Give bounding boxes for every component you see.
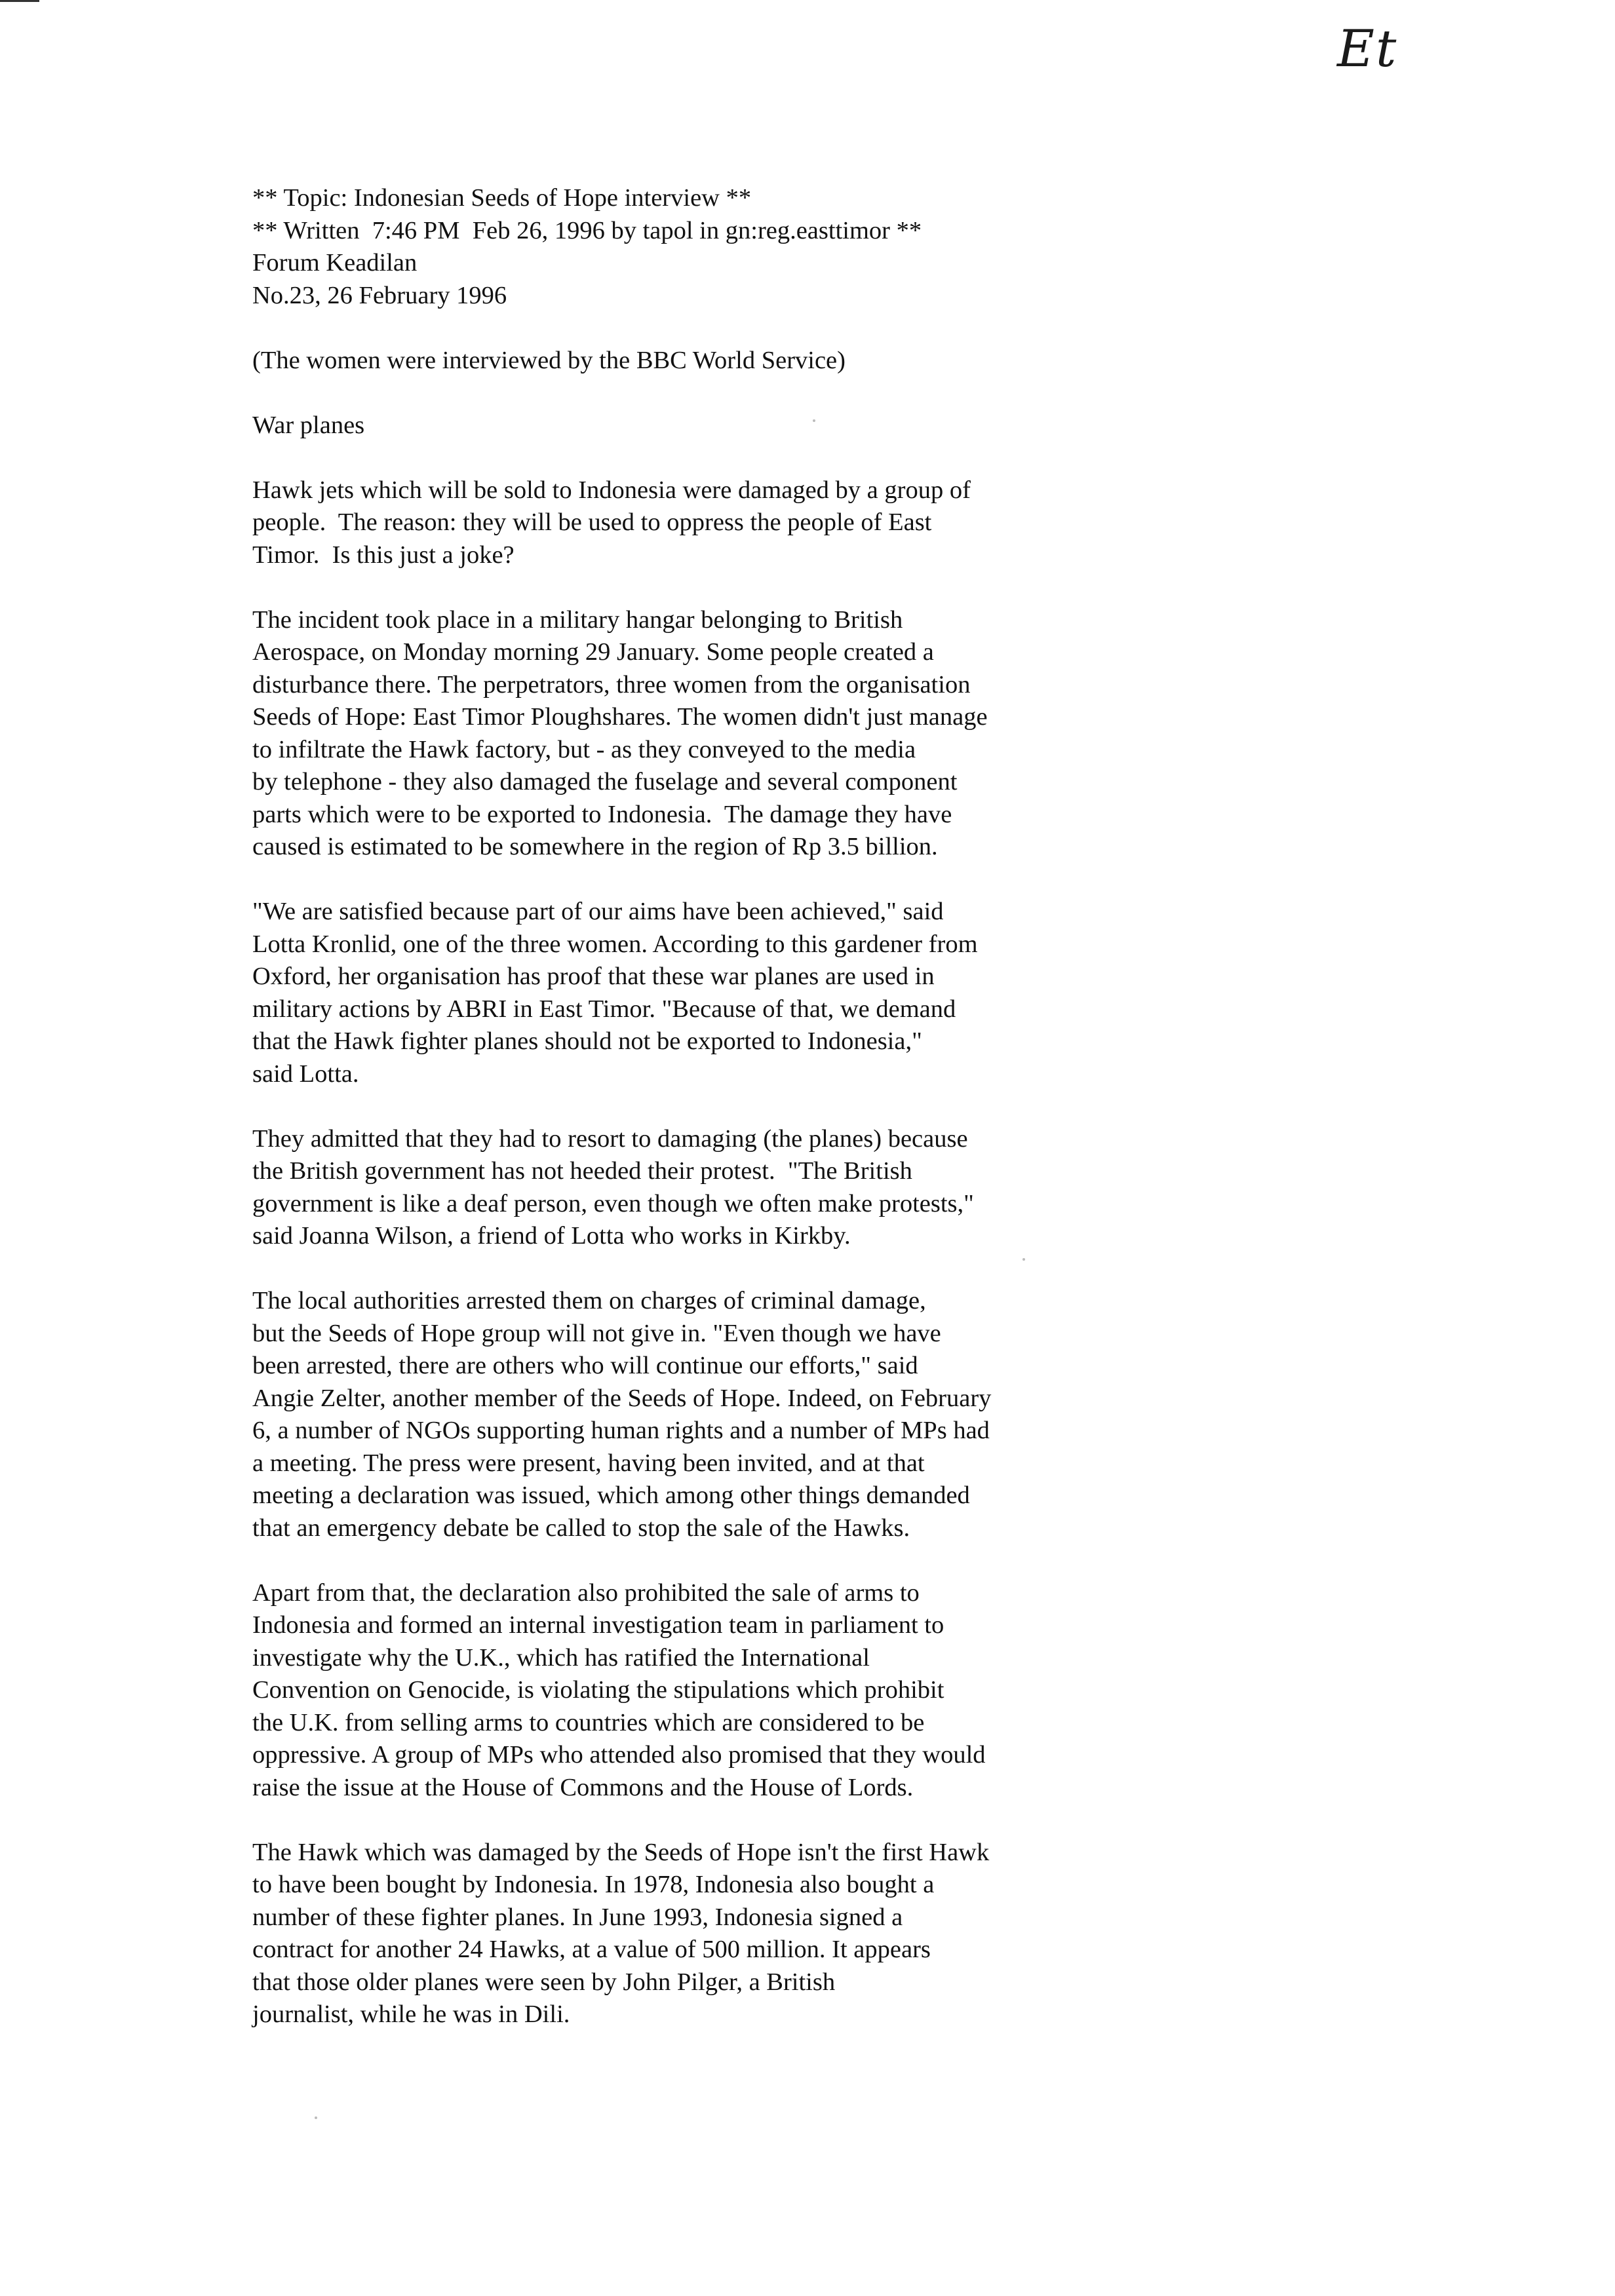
paragraph-line: Lotta Kronlid, one of the three women. According to this gardener from [252, 930, 978, 958]
paragraph-line: The local authorities arrested them on charges of criminal damage, [252, 1287, 926, 1314]
paragraph-line: Oxford, her organisation has proof that these war planes are used in [252, 963, 935, 990]
paragraph-line: the British government has not heeded their protest. "The British [252, 1157, 912, 1185]
message-header [252, 182, 1367, 312]
paragraph-incident [252, 604, 1367, 864]
paragraph-line: 6, a number of NGOs supporting human rights and a number of MPs had [252, 1417, 990, 1444]
paragraph-line: but the Seeds of Hope group will not give in. "Even though we have [252, 1319, 941, 1347]
paragraph-line: the U.K. from selling arms to countries which are considered to be [252, 1708, 925, 1736]
header-issue-line: No.23, 26 February 1996 [252, 281, 507, 309]
intro-note-text: (The women were interviewed by the BBC World Service) [252, 346, 846, 374]
paragraph-line: Timor. Is this just a joke? [252, 541, 515, 569]
scan-edge-mark [0, 0, 39, 2]
document-body [252, 182, 1367, 2063]
paragraph-line: to infiltrate the Hawk factory, but - as they conveyed to the media [252, 735, 916, 763]
paragraph-line: that an emergency debate be called to stop the sale of the Hawks. [252, 1514, 910, 1542]
scan-speck [315, 2116, 317, 2119]
scan-speck [1022, 1258, 1025, 1261]
paragraph-line: Apart from that, the declaration also prohibited the sale of arms to [252, 1578, 920, 1607]
paragraph-line: Indonesia and formed an internal investigation team in parliament to [252, 1611, 944, 1639]
paragraph-government-protest [252, 1123, 1367, 1253]
paragraph-line: Convention on Genocide, is violating the stipulations which prohibit [252, 1676, 944, 1704]
paragraph-line: that the Hawk fighter planes should not be exported to Indonesia," [252, 1027, 922, 1055]
paragraph-line: Aerospace, on Monday morning 29 January. Some people created a [252, 638, 934, 666]
paragraph-line: to have been bought by Indonesia. In 1978, Indonesia also bought a [252, 1871, 935, 1898]
paragraph-line: people. The reason: they will be used to oppress the people of East [252, 508, 932, 536]
paragraph-line: "We are satisfied because part of our aims have been achieved," said [252, 898, 944, 925]
paragraph-line: by telephone - they also damaged the fuselage and several component [252, 768, 958, 795]
paragraph-line: that those older planes were seen by John Pilger, a British [252, 1968, 836, 1996]
paragraph-line: journalist, while he was in Dili. [252, 2000, 570, 2028]
paragraph-line: government is like a deaf person, even though we often make protests," [252, 1189, 974, 1217]
article-title [252, 410, 1367, 442]
scan-speck [813, 419, 815, 422]
handwritten-corner-annotation: Et [1337, 20, 1398, 79]
paragraph-line: military actions by ABRI in East Timor. "Because of that, we demand [252, 995, 956, 1023]
paragraph-line: parts which were to be exported to Indonesia. The damage they have [252, 800, 952, 828]
paragraph-line: Hawk jets which will be sold to Indonesia were damaged by a group of [252, 476, 971, 504]
paragraph-line: disturbance there. The perpetrators, three women from the organisation [252, 670, 971, 698]
paragraph-line: The incident took place in a military hangar belonging to British [252, 605, 903, 634]
paragraph-line: Angie Zelter, another member of the Seeds of Hope. Indeed, on February [252, 1384, 992, 1412]
paragraph-declaration [252, 1577, 1367, 1805]
paragraph-line: said Joanna Wilson, a friend of Lotta who works in Kirkby. [252, 1222, 851, 1250]
paragraph-line: caused is estimated to be somewhere in the region of Rp 3.5 billion. [252, 833, 938, 860]
paragraph-line: The Hawk which was damaged by the Seeds of Hope isn't the first Hawk [252, 1838, 990, 1866]
paragraph-line: been arrested, there are others who will continue our efforts," said [252, 1352, 918, 1379]
paragraph-line: said Lotta. [252, 1060, 359, 1088]
header-written-line: ** Written 7:46 PM Feb 26, 1996 by tapol in gn:reg.easttimor ** [252, 216, 922, 244]
paragraph-line: number of these fighter planes. In June 1993, Indonesia signed a [252, 1903, 903, 1931]
paragraph-hawk-history [252, 1837, 1367, 2031]
paragraph-line: investigate why the U.K., which has ratified the International [252, 1643, 870, 1672]
paragraph-arrest [252, 1285, 1367, 1544]
paragraph-line: a meeting. The press were present, having been invited, and at that [252, 1449, 925, 1477]
header-topic-line: ** Topic: Indonesian Seeds of Hope interview ** [252, 184, 752, 212]
paragraph-line: oppressive. A group of MPs who attended also promised that they would [252, 1741, 986, 1769]
paragraph-line: contract for another 24 Hawks, at a value of 500 million. It appears [252, 1936, 931, 1963]
paragraph-line: Seeds of Hope: East Timor Ploughshares. The women didn't just manage [252, 703, 988, 731]
paragraph-line: raise the issue at the House of Commons and the House of Lords. [252, 1773, 914, 1801]
paragraph-line: meeting a declaration was issued, which among other things demanded [252, 1482, 970, 1509]
intro-note [252, 345, 1367, 377]
header-publication-line: Forum Keadilan [252, 249, 418, 277]
article-title-text: War planes [252, 411, 365, 439]
paragraph-hawk-jets [252, 474, 1367, 572]
paragraph-line: They admitted that they had to resort to damaging (the planes) because [252, 1124, 968, 1153]
paragraph-lotta-quote [252, 896, 1367, 1090]
